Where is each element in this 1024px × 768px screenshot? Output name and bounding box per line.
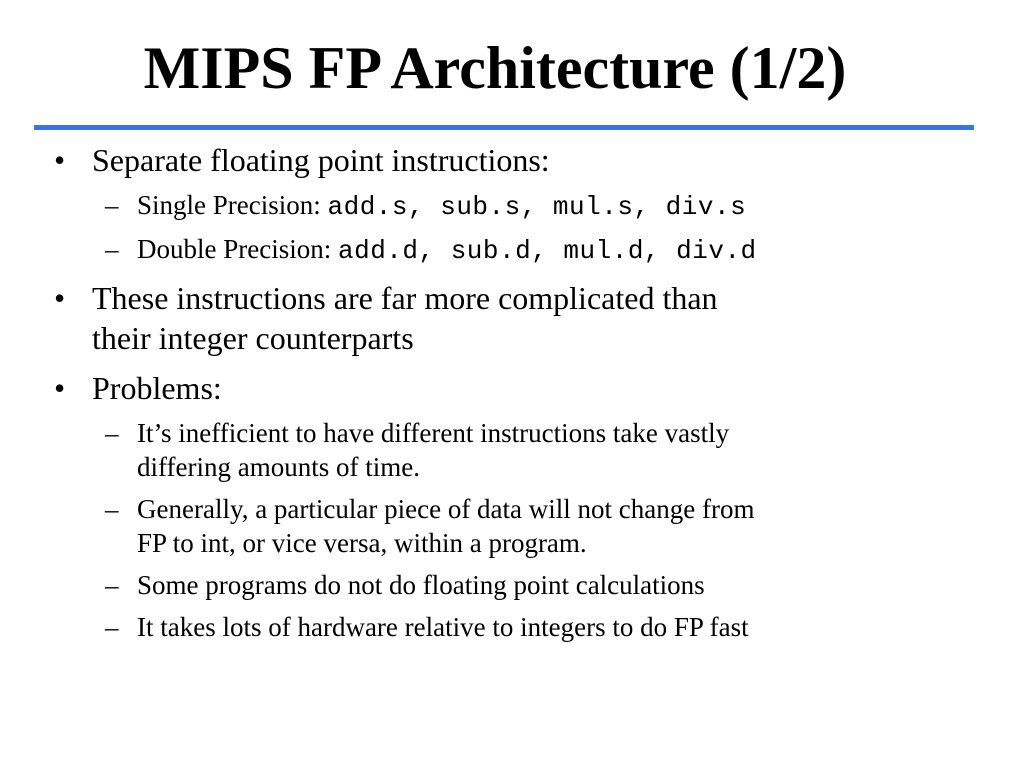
bullet-text: Separate floating point instructions: <box>92 142 550 178</box>
instruction-list-single: add.s, sub.s, mul.s, div.s <box>327 192 747 222</box>
subitem-label: Single Precision: <box>137 190 328 220</box>
subitem-label: Double Precision: <box>137 234 338 264</box>
dash-marker: – <box>105 190 119 220</box>
subitem-line1: Generally, a particular piece of data will not change from <box>137 494 755 524</box>
bullet-text-line1: These instructions are far more complicated than <box>92 280 718 316</box>
bullet-marker: • <box>54 370 66 406</box>
slide-content <box>50 134 970 644</box>
subitem-lots-of-hardware <box>50 610 970 644</box>
dash-marker: – <box>105 234 119 264</box>
bullet-more-complicated <box>50 278 970 358</box>
subitem-some-programs <box>50 568 970 602</box>
subitem-inefficient <box>50 416 970 484</box>
subitem-line2: FP to int, or vice versa, within a program. <box>137 528 587 558</box>
bullet-separate-fp-instructions <box>50 140 970 180</box>
dash-marker: – <box>105 494 119 524</box>
bullet-text-line2: their integer counterparts <box>92 320 414 356</box>
slide-title: MIPS FP Architecture (1/2) <box>143 35 847 101</box>
bullet-text: Problems: <box>92 370 222 406</box>
subitem-line1: It’s inefficient to have different instructions take vastly <box>137 418 730 448</box>
subitem-double-precision <box>50 232 970 268</box>
title-underline <box>34 125 974 130</box>
bullet-problems <box>50 368 970 408</box>
bullet-marker: • <box>54 280 66 316</box>
dash-marker: – <box>105 612 119 642</box>
subitem-single-precision <box>50 188 970 224</box>
instruction-list-double: add.d, sub.d, mul.d, div.d <box>337 236 757 266</box>
dash-marker: – <box>105 570 119 600</box>
dash-marker: – <box>105 418 119 448</box>
subitem-line1: Some programs do not do floating point calculations <box>137 570 705 600</box>
subitem-line2: differing amounts of time. <box>137 452 420 482</box>
bullet-marker: • <box>54 142 66 178</box>
subitem-line1: It takes lots of hardware relative to integers to do FP fast <box>137 612 749 642</box>
subitem-data-not-change <box>50 492 970 560</box>
